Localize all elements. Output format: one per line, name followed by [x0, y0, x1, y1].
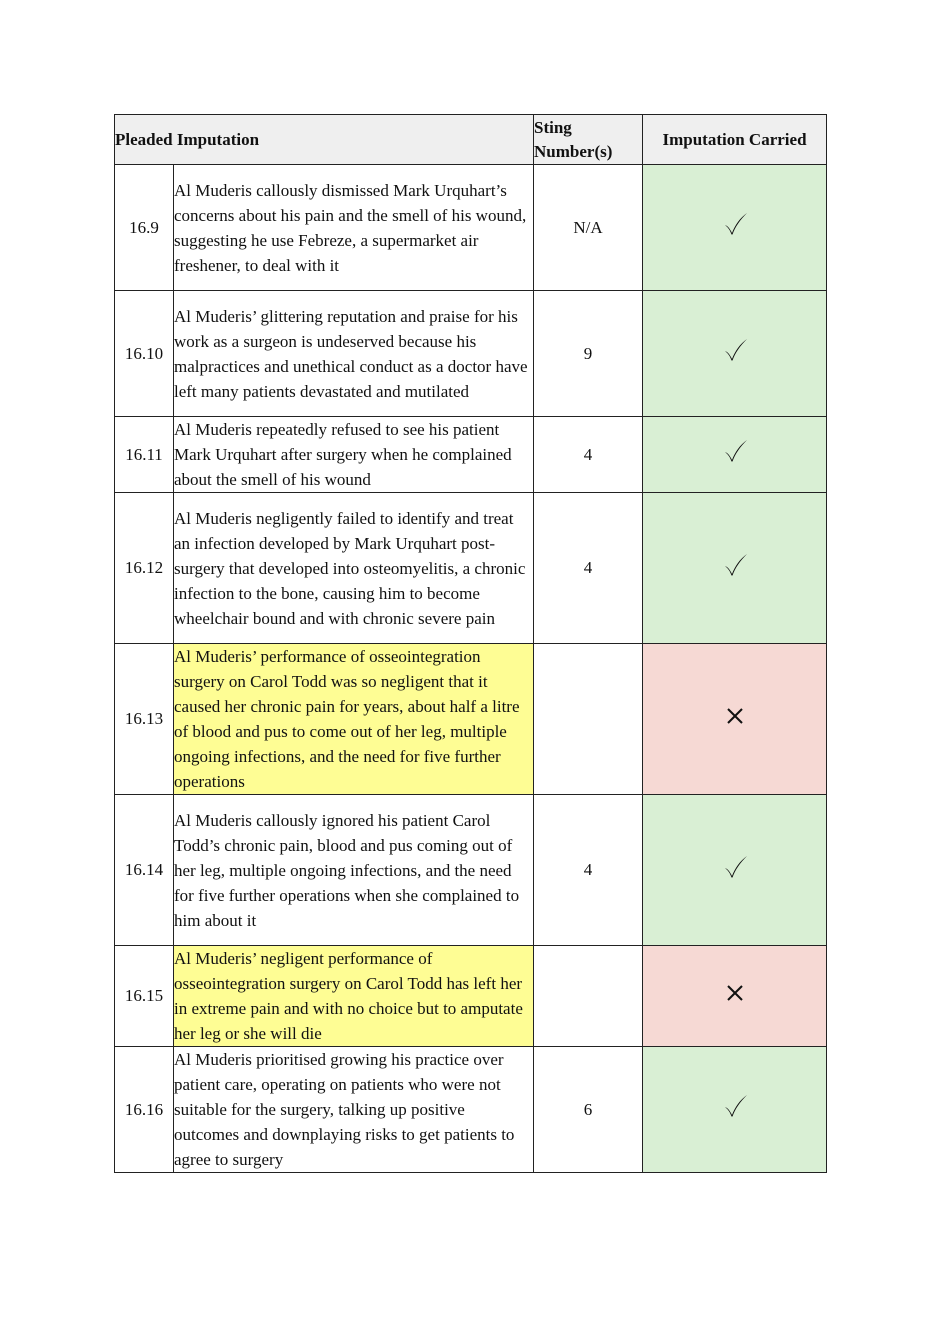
- check-mark-icon: [720, 209, 750, 239]
- imputation-text: Al Muderis callously ignored his patient Carol Todd’s chronic pain, blood and pus coming out of her leg, multiple ongoing infections, and the need for five further operations when she complained to him about it: [174, 795, 534, 946]
- imputation-text: Al Muderis repeatedly refused to see his patient Mark Urquhart after surgery when he complained about the smell of his wound: [174, 417, 534, 493]
- sting-number: 4: [534, 493, 643, 644]
- imputation-carried-cell: [643, 644, 827, 795]
- imputation-carried-cell: [643, 165, 827, 291]
- imputation-number: 16.15: [115, 946, 174, 1047]
- imputations-table: [114, 114, 827, 1173]
- imputation-number: 16.14: [115, 795, 174, 946]
- imputation-number: 16.10: [115, 291, 174, 417]
- table-header-row: [115, 115, 827, 165]
- imputation-text: Al Muderis’ negligent performance of osseointegration surgery on Carol Todd has left her in extreme pain and with no choice but to amputate her leg or she will die: [174, 946, 534, 1047]
- imputation-number: 16.13: [115, 644, 174, 795]
- table-row: [115, 417, 827, 493]
- header-sting-numbers: Sting Number(s): [534, 115, 643, 165]
- imputation-carried-cell: [643, 946, 827, 1047]
- imputation-text: Al Muderis negligently failed to identify and treat an infection developed by Mark Urquhart post-surgery that developed into osteomyelitis, a chronic infection to the bone, causing him to become wheelchair bound and with chronic severe pain: [174, 493, 534, 644]
- table-row: [115, 493, 827, 644]
- table-row: [115, 291, 827, 417]
- imputation-number: 16.9: [115, 165, 174, 291]
- check-mark-icon: [720, 852, 750, 882]
- sting-number: 4: [534, 417, 643, 493]
- table-body: [115, 165, 827, 1173]
- check-mark-icon: [720, 436, 750, 466]
- check-mark-icon: [720, 550, 750, 580]
- sting-number: 4: [534, 795, 643, 946]
- imputation-number: 16.16: [115, 1047, 174, 1173]
- table-row: [115, 795, 827, 946]
- imputation-carried-cell: [643, 493, 827, 644]
- sting-number: [534, 644, 643, 795]
- imputation-carried-cell: [643, 417, 827, 493]
- imputation-carried-cell: [643, 1047, 827, 1173]
- imputation-text: Al Muderis’ glittering reputation and praise for his work as a surgeon is undeserved because his malpractices and unethical conduct as a doctor have left many patients devastated and mutilated: [174, 291, 534, 417]
- table-row: [115, 644, 827, 795]
- table-row: [115, 946, 827, 1047]
- header-imputation-carried: Imputation Carried: [643, 115, 827, 165]
- header-pleaded-imputation: Pleaded Imputation: [115, 115, 534, 165]
- imputation-number: 16.12: [115, 493, 174, 644]
- table-row: [115, 1047, 827, 1173]
- table-row: [115, 165, 827, 291]
- sting-number: [534, 946, 643, 1047]
- check-mark-icon: [720, 335, 750, 365]
- imputation-text: Al Muderis’ performance of osseointegration surgery on Carol Todd was so negligent that it caused her chronic pain for years, about half a litre of blood and pus to come out of her leg, multiple ongoing infections, and the need for five further operations: [174, 644, 534, 795]
- cross-mark-icon: [720, 978, 750, 1008]
- imputation-text: Al Muderis callously dismissed Mark Urquhart’s concerns about his pain and the smell of his wound, suggesting he use Febreze, a supermarket air freshener, to deal with it: [174, 165, 534, 291]
- imputation-carried-cell: [643, 795, 827, 946]
- imputation-carried-cell: [643, 291, 827, 417]
- imputation-text: Al Muderis prioritised growing his practice over patient care, operating on patients who were not suitable for the surgery, talking up positive outcomes and downplaying risks to get patients to agree to surgery: [174, 1047, 534, 1173]
- sting-number: N/A: [534, 165, 643, 291]
- check-mark-icon: [720, 1091, 750, 1121]
- sting-number: 9: [534, 291, 643, 417]
- cross-mark-icon: [720, 701, 750, 731]
- sting-number: 6: [534, 1047, 643, 1173]
- imputation-number: 16.11: [115, 417, 174, 493]
